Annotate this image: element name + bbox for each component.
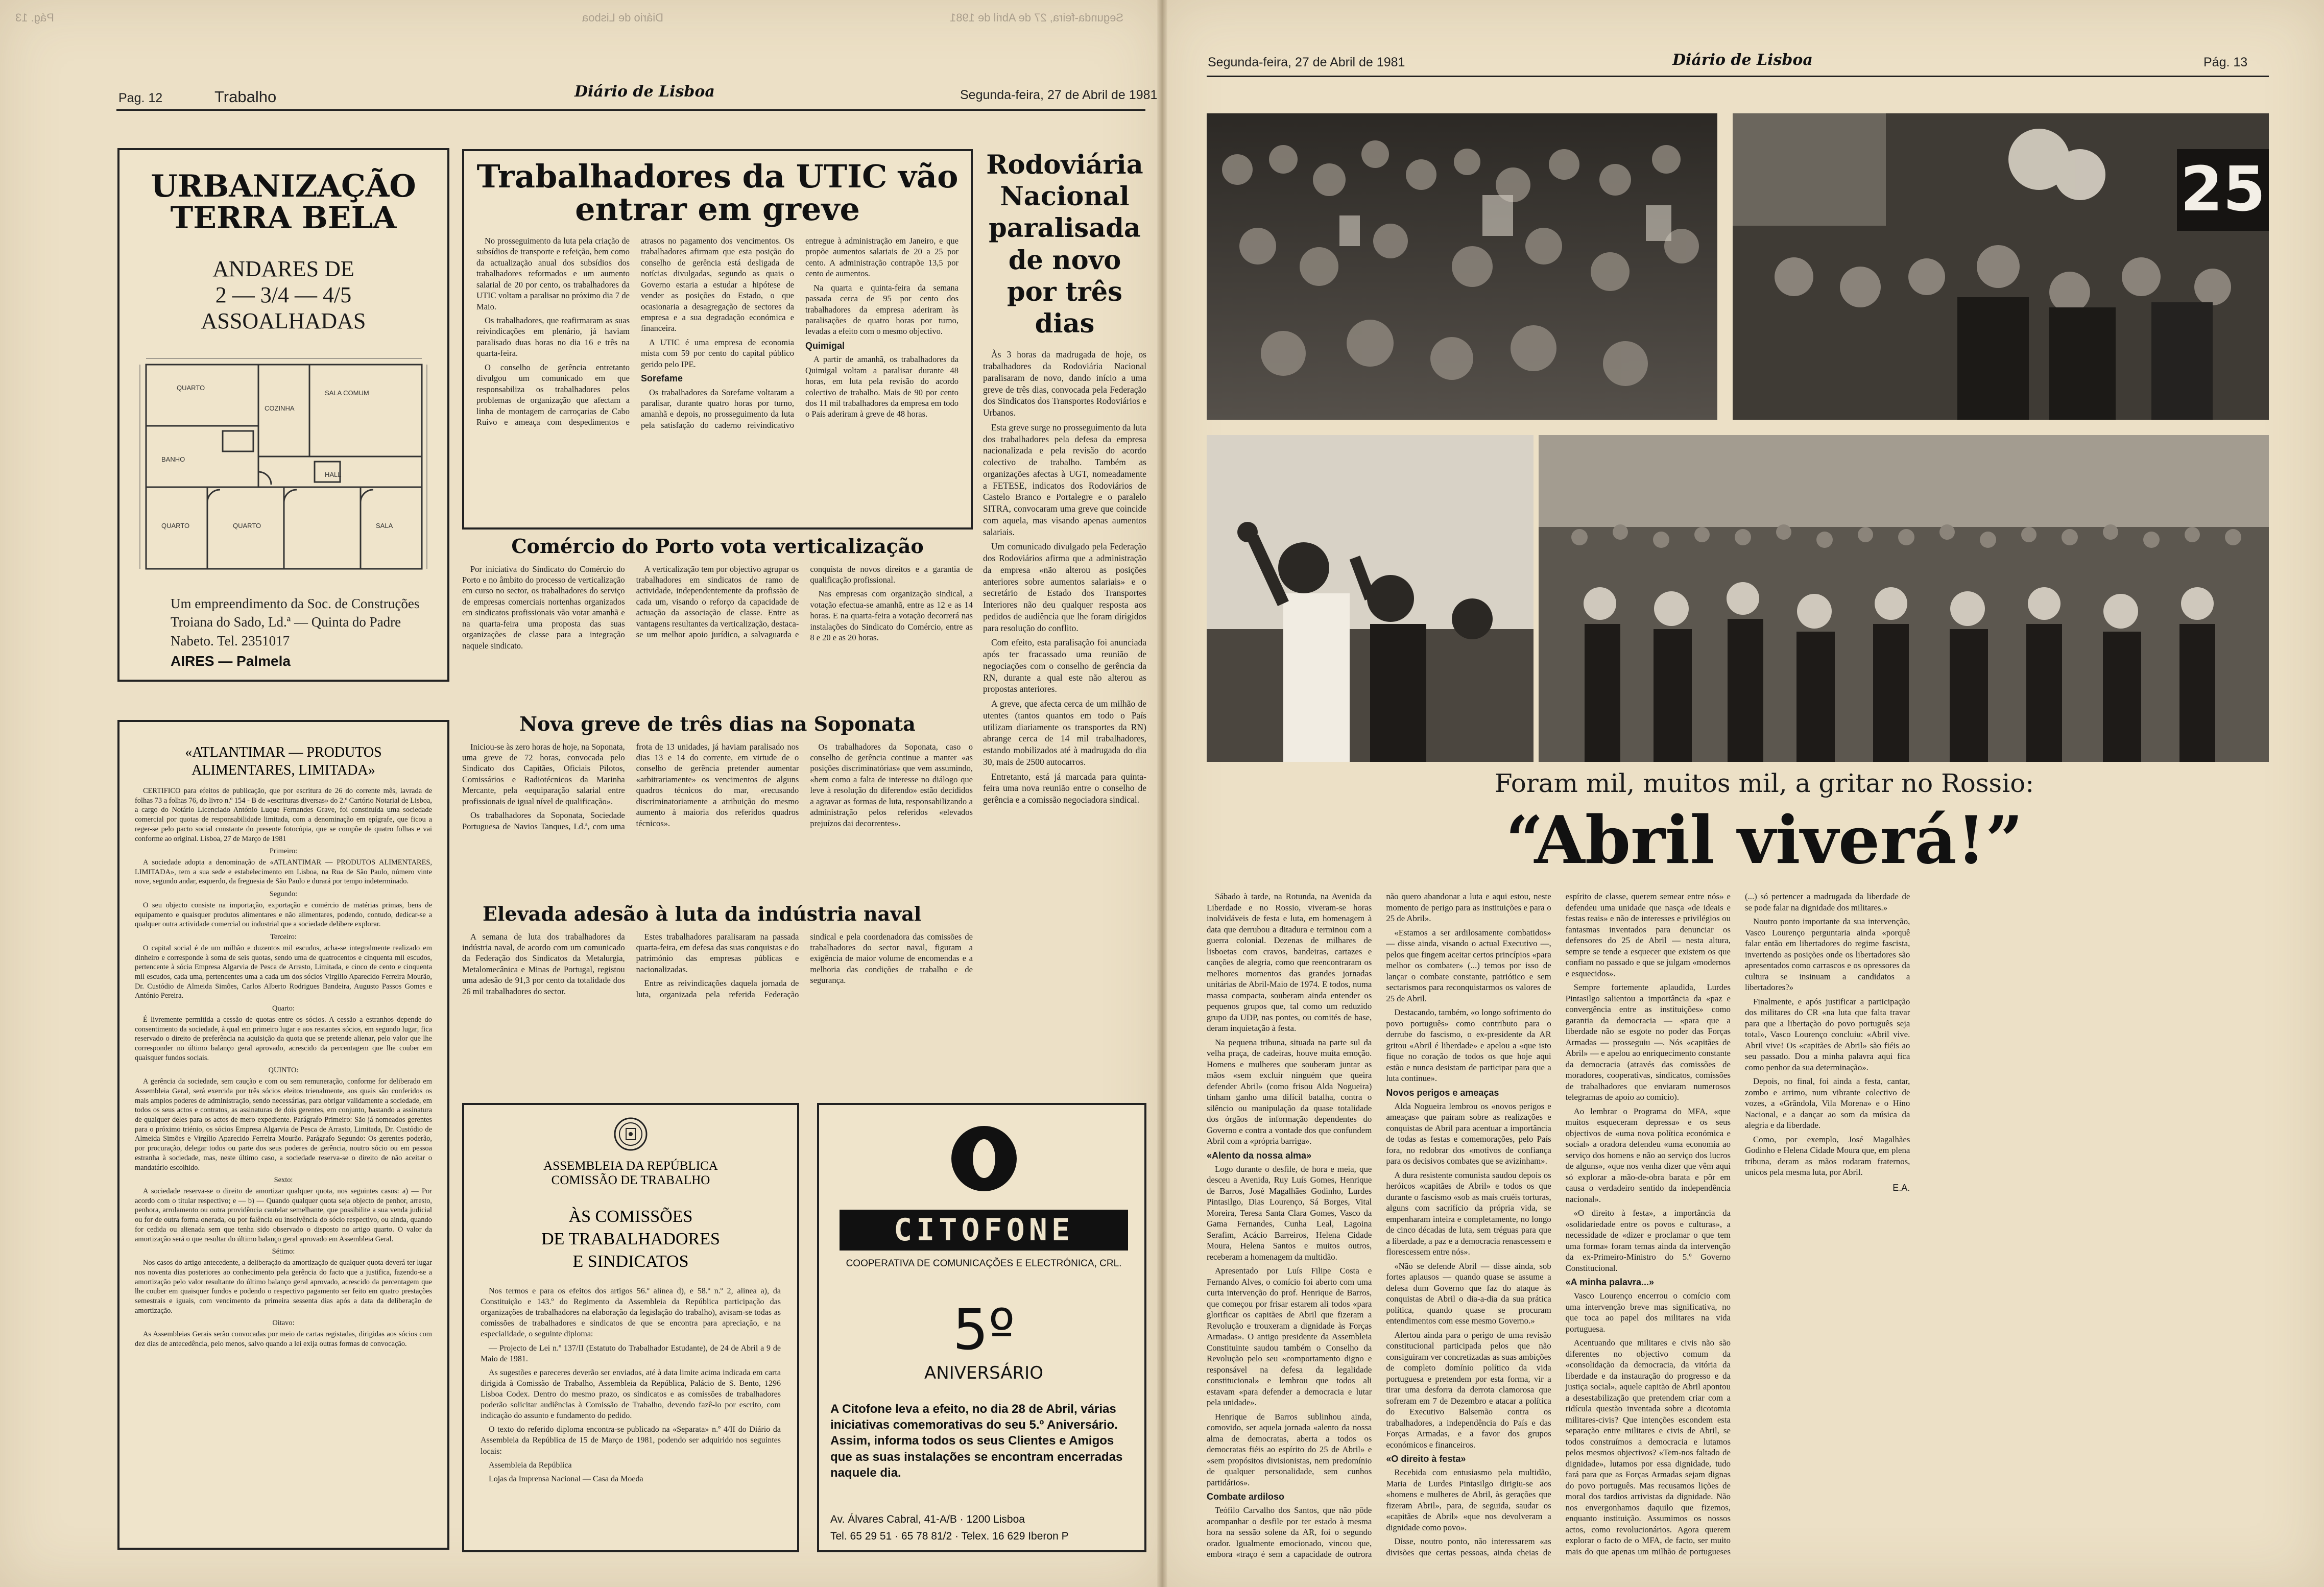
naval-article bbox=[462, 904, 973, 1088]
crowd-photo-2 bbox=[1733, 113, 2269, 420]
article-paragraph: «Não se defende Abril — disse ainda, sob fortes aplausos — quando quase se assume a defesa dum Governo que faz do ataque às conquistas de Abril o dia-a-dia da sua prática política, quando quase se procuram entendimentos com esse mesmo Governo.» bbox=[1386, 1261, 1551, 1326]
subhead-palavra: «A minha palavra...» bbox=[1565, 1277, 1655, 1287]
subhead-alento: «Alento da nossa alma» bbox=[1207, 1150, 1312, 1161]
citofone-ad bbox=[817, 1103, 1146, 1552]
atlantimar-title: «ATLANTIMAR — PRODUTOS ALIMENTARES, LIMITADA» bbox=[185, 744, 382, 778]
plan-label-8: SALA bbox=[376, 522, 393, 530]
utic-headline: Trabalhadores da UTIC vão entrar em greve bbox=[476, 158, 959, 228]
marchers-photo-1 bbox=[1207, 435, 1534, 762]
plan-label-7: QUARTO bbox=[233, 522, 261, 530]
comercio-paragraph: Por iniciativa do Sindicato do Comércio do Porto e no âmbito do processo de verticalização em curso no sector, os trabalhadores do serviço de empresas comerciais nortenhas organizados em sindicatos profissionais vão votar amanhã e na quarta-feira uma proposta das suas organizações de classe para a integração naquele sindicato. bbox=[462, 564, 625, 651]
article-paragraph: Apresentado por Luís Filipe Costa e Fernando Alves, o comício foi aberto com uma curta intervenção do prof. Henrique de Barros, que começou por frisar estarem ali todos «para glorificar os capitães de Abril que fizeram a Revolução e trouxeram a dignidade às Forças Armadas». O antigo presidente da Assembleia Constituinte saudou também o Conselho da Revolução pelo seu «comportamento digno e responsável na defesa da legalidade constitucional» e lembrou que todos ali estavam «para defender a democracia e lutar pela unidade». bbox=[1207, 1266, 1372, 1408]
article-paragraph: A dura resistente comunista saudou depois os heróicos «capitães de Abril» e todos os que durante o fascismo «sob as mais cruéis torturas, alguns com sacrifício da própria vida, se empenharam inteira e completamente, no longo de cinco décadas de luta, sem tréguas para que a liberdade, a paz e a democracia renascessem e florescessem entre nós». bbox=[1386, 1170, 1551, 1257]
citofone-logo-text: CITOFONE bbox=[840, 1210, 1128, 1251]
section-title: Trabalho bbox=[214, 88, 277, 106]
naval-paragraph: Estes trabalhadores paralisaram na passada quarta-feira, em defesa das suas conquistas e do património das empresas públicas e nacionalizadas. bbox=[636, 931, 799, 974]
masthead: Diário de Lisboa bbox=[574, 83, 715, 101]
utic-sub-quimigal: Quimigal bbox=[805, 340, 845, 351]
utic-paragraph: No prosseguimento da luta pela criação de subsídios de transporte e refeição, bem como da actualização anual dos subsídios dos trabalhadores reformados e um aumento salarial de 20 por cento, os trabalhadores da UTIC voltam a paralisar no próximo dia 7 de Maio. bbox=[476, 235, 630, 311]
assembleia-paragraph: As sugestões e pareceres deverão ser enviados, até à data limite acima indicada em carta dirigida à Comissão de Trabalho, Assembleia da República, Palácio de S. Bento, 1296 Lisboa Codex. Dentro do mesmo prazo, os sindicatos e as comissões de trabalhadores poderão solicitar audiências à Comissão de Trabalho, devendo fazê-lo por escrito, com indicação do assunto e fundamento do pedido. bbox=[481, 1368, 781, 1421]
urbanizacao-title-1: URBANIZAÇÃO bbox=[151, 169, 416, 204]
page-date: Segunda-feira, 27 de Abril de 1981 bbox=[960, 88, 1158, 102]
citofone-anniversary-word: ANIVERSÁRIO bbox=[924, 1363, 1043, 1383]
rodoviaria-paragraph: Entretanto, está já marcada para quinta-feira uma nova reunião entre o conselho de gerência e a comissão negociadora sindical. bbox=[983, 771, 1146, 805]
subhead-festa: «O direito à festa» bbox=[1386, 1454, 1466, 1464]
article-text: A sociedade reserva-se o direito de amortizar qualquer quota, nos seguintes casos: a) — Por acordo com o titular respectivo; e — b) — Quando qualquer quota seja objecto de penhor, arresto, penhora, arrolamento ou outra providência cautelar semelhante, que possibilite a sua venda judicial ou for de outra forma onerada, ou por falência ou insolvência do sócio respectivo, ou ainda, quando for cedida ou alienada sem que tenha sido observado o disposto no artigo quarto. O valor da amortização será o que resultar do último balanço geral aprovado em Assembleia Geral. bbox=[135, 1187, 432, 1243]
citofone-logo-icon bbox=[946, 1120, 1022, 1197]
assembleia-line-1: ASSEMBLEIA DA REPÚBLICA bbox=[543, 1159, 718, 1173]
plan-label-1: SALA COMUM bbox=[325, 389, 369, 397]
citofone-address: Av. Álvares Cabral, 41-A/B · 1200 Lisboa bbox=[830, 1513, 1025, 1525]
article-paragraph: Noutro ponto importante da sua intervenção, Vasco Lourenço perguntaria ainda «porquê falar então em libertadores do regime fascista, invertendo as posições onde os libertadores são apresentados como carrascos e os opressores da cultura se insinuam a candidatos a libertadores?» bbox=[1744, 917, 1910, 992]
article-paragraph: Ao lembrar o Programa do MFA, «que muitos esqueceram depressa» e os seus objectivos de «uma nova política económica e social» a oradora defendeu «uma economia ao serviço dos homens e não ao serviço dos lucros de alguns», «que nos venha dizer que vêm aqui só explorar a mão-de-obra barata e pôr em causa o verdadeiro sentido da independência nacional». bbox=[1565, 1106, 1731, 1204]
article-paragraph: Sempre fortemente aplaudida, Lurdes Pintasilgo salientou a importância da «paz e convergência entre as instituições» como garantia da democracia — «para que a liberdade não se esgote no poder das Forças Armadas — prosseguiu —. Nós «capitães de Abril» — e apelou ao enriquecimento constante da democracia (através das comissões de moradores, cooperativas, sindicatos, comissões de trabalhadores que enviaram numerosos telegramas de apoio ao comício). bbox=[1565, 982, 1731, 1102]
soponata-article bbox=[462, 714, 973, 898]
article-text: Nos casos do artigo antecedente, a deliberação da amortização de qualquer quota deverá ter lugar nos noventa dias posteriores ao conhecimento pela gerência do facto que a justifica, fazendo-se a amortização pelo valor resultante do último balanço geral aprovado, acrescido da percentagem que lhe couber em quaisquer fundos e podendo o respectivo pagamento ser feito em quatro prestações semestrais e iguais, com vencimento da primeira sessenta dias após a data da deliberação de amortização. bbox=[135, 1259, 432, 1315]
article-text: A gerência da sociedade, sem caução e com ou sem remuneração, conforme for deliberado em Assembleia Geral, será exercida por três sócios eleitos trienalmente, aos quais são conferidos os mais amplos poderes de administração, sendo necessárias, para obrigar validamente a sociedade, em todos os seus actos e contratos, as assinaturas de dois gerentes, em conjunto, bastando a assinatura de qualquer deles para os actos de mero expediente. Parágrafo Primeiro: São já nomeados gerentes para o próximo triénio, os sócios Empresa Algarvia de Pesca de Arrasto, Limitada, Dr. Custódio de Almeida Simões e Virgílio Aparecido Ferreira Mourão. Parágrafo Segundo: Os gerentes poderão, por procuração, delegar todos ou parte dos seus poderes de gerência, noutro sócio ou em pessoa estranha à sociedade, mas, neste último caso, a sociedade reserva-se o direito de não aceitar o mandatário escolhido. bbox=[135, 1077, 432, 1172]
right-page bbox=[1162, 0, 2324, 1587]
utic-paragraph: Os trabalhadores, que reafirmaram as suas reivindicações em plenário, já haviam paralisado duas horas no dia 16 e três na quarta-feira. bbox=[476, 316, 630, 358]
naval-headline: Elevada adesão à luta da indústria naval bbox=[483, 902, 922, 925]
plan-label-5: HALL bbox=[325, 471, 342, 478]
assembleia-paragraph: — Projecto de Lei n.º 137/II (Estatuto do Trabalhador Estudante), de 24 de Abril a 9 de Maio de 1981. bbox=[481, 1343, 781, 1363]
rodoviaria-article bbox=[983, 149, 1146, 1017]
urbanizacao-ad bbox=[117, 148, 449, 682]
article-body bbox=[1207, 891, 2269, 1565]
naval-paragraph: A semana de luta dos trabalhadores da indústria naval, de acordo com um comunicado da Federação dos Sindicatos da Metalurgia, Metalomecânica e Minas de Portugal, registou uma adesão de 91,3 por cento da totalidade dos 26 mil trabalhadores do sector. bbox=[462, 931, 625, 996]
header-rule bbox=[116, 109, 1145, 111]
article-heading: Sétimo: bbox=[272, 1247, 295, 1256]
comercio-paragraph: A verticalização tem por objectivo agrupar os trabalhadores em sindicatos de ramo de actividade, independentemente da profissão de cada um, visando o reforço da capacidade de actuação da associação de classe. Entre as vantagens resultantes da verticalização, destaca-se um melhor apoio jurídico, a salvaguarda e conquista de novos direitos e a garantia de qualificação profissional. bbox=[636, 564, 973, 640]
right-header-rule bbox=[1207, 76, 2269, 77]
urbanizacao-place: AIRES — Palmela bbox=[171, 653, 291, 669]
right-page-number: Pág. 13 bbox=[2203, 55, 2248, 69]
urbanizacao-sub-2: 2 — 3/4 — 4/5 bbox=[215, 282, 352, 307]
utic-paragraph: O conselho de gerência entretanto divulgou um comunicado em que responsabiliza os trabalhadores pelos problemas de organização que afectam a linha de montagem de carroçarias de Cabo Ruivo e ameaça com despedimentos e atrasos no pagamento dos vencimentos. Os trabalhadores afirmam que esta posição do conselho de gerência está desligada de notícias divulgadas, segundo as quais o Governo estaria a estudar a hipótese de vender as posições do Estado, o que ocasionaria a desagregação de sectores da empresa e a sua degradação económica e financeira. bbox=[476, 235, 794, 427]
plan-label-6: QUARTO bbox=[161, 522, 190, 530]
article-paragraph: Depois, no final, foi ainda a festa, cantar, zombo e arrimo, num vibrante colectivo de vozes, a «Grândola, Vila Morena» e o Hino Nacional, e a dançar ao som da música da alegria e da liberdade. bbox=[1744, 1076, 1910, 1130]
article-paragraph: Henrique de Barros sublinhou ainda, comovido, ser aquela jornada «alento da nossa alma de democratas, aberta a todos os democratas fiéis ao espírito do 25 de Abril» e «sem propósitos divisionistas, nem predomínio de qualquer personalidade, sem cunhos partidários». bbox=[1207, 1411, 1372, 1487]
rodoviaria-paragraph: Um comunicado divulgado pela Federação dos Rodoviários afirma que a administração da empresa «não alterou as posições anteriores sobre aumentos salariais» e o secretário de Estado dos Transportes Interiores não deu qualquer resposta aos pedidos de audiência que lhe foram dirigidos para resolução do conflito. bbox=[983, 541, 1146, 633]
urbanizacao-sub-1: ANDARES DE bbox=[212, 256, 354, 281]
utic-paragraph: Na quarta e quinta-feira da semana passada cerca de 95 por cento dos trabalhadores da empresa aderiram às paralisações de quatro horas por turno, levadas a efeito com o mesmo objectivo. bbox=[805, 282, 959, 336]
page-gutter bbox=[1157, 0, 1167, 1587]
soponata-paragraph: Os trabalhadores da Soponata, caso o conselho de gerência continue a manter «as posições discriminatórias» que vem assumindo, «bem como a falta de interesse no diálogo que leve à resolução do diferendo» estão decididos a agravar as formas de luta, responsabilizando a administração pelos referidos «elevados prejuízos dai decorrentes». bbox=[810, 741, 973, 828]
assembleia-paragraph: Nos termos e para os efeitos dos artigos 56.º alínea d), e 58.º n.º 2, alínea a), da Constituição e 143.º do Regimento da Assembleia da República participação das organizações de trabalhadores na elaboração da legislação do trabalho), avisam-se todas as comissões de trabalhadores e sindicatos de que se encontra para apreciação, e na especialidade, o seguinte diploma: bbox=[481, 1287, 781, 1339]
article-text: É livremente permitida a cessão de quotas entre os sócios. A cessão a estranhos depende do consentimento da sociedade, à qual em primeiro lugar e aos restantes sócios, em segundo lugar, fica reservado o direito de preferência na aquisição da quota que se pretende alienar, pelo valor que lhe corresponder no último balanço geral aprovado, acrescido da percentagem que lhe couber em quaisquer fundos sociais. bbox=[135, 1015, 432, 1062]
article-paragraph: Disse, noutro ponto, não interessarem «as divisões que certas pessoas, ainda cheias de espírito de classe, querem semear entre nós» e defendeu uma unidade que nasça «de ideais e festas reais» e não de interesses e privilégios ou fantasmas inventados para denunciar os defensores do 25 de Abril — nesta altura, sempre se tende a esquecer que existem os que confiam no passado e que se julgam «modernos e esquecidos». bbox=[1386, 892, 1731, 1557]
assembleia-line-2: COMISSÃO DE TRABALHO bbox=[551, 1173, 710, 1187]
article-heading: Primeiro: bbox=[269, 847, 298, 856]
assembleia-big-3: E SINDICATOS bbox=[572, 1252, 689, 1271]
soponata-paragraph: Iniciou-se às zero horas de hoje, na Soponata, uma greve de 72 horas, convocada pelo Sindicato dos Capitães, Oficiais Pilotos, Comissários e Radiotécnicos da Marinha Mercante, pela «equiparação salarial entre profissionais de igual nível de qualificação». bbox=[462, 741, 625, 806]
article-heading: Oitavo: bbox=[272, 1319, 295, 1328]
article-paragraph: Teófilo Carvalho dos Santos, que não pôde acompanhar o desfile por ter estado à mesma hora na sessão solene da AR, foi o segundo orador. Igualmente emocionado, vincou que, embora «traço é sem a capacidade de outrora não quero abandonar a luta e aqui estou, neste momento de perigo para as instituições e para o 25 de Abril». bbox=[1207, 892, 1551, 1559]
right-masthead: Diário de Lisboa bbox=[1672, 51, 1813, 69]
article-text: A sociedade adopta a denominação de «ATLANTIMAR — PRODUTOS ALIMENTARES, LIMITADA», tem a sua sede e estabelecimento em Lisboa, na Rua de São Paulo, número vinte nove, segundo andar, esquerdo, da freguesia de São Paulo e durará por tempo indeterminado. bbox=[135, 858, 432, 886]
article-paragraph: Finalmente, e após justificar a participação dos militares do CR «na luta que falta travar para que a libertação do povo português seja total», Vasco Lourenço concluiu: «Abril vive. Abril vive! Os «capitães de Abril» são fiéis ao seu passado. Dou a minha palavra aqui fica como penhor da sua determinação». bbox=[1744, 996, 1910, 1072]
article-signature: E.A. bbox=[1892, 1182, 1910, 1193]
article-text: O seu objecto consiste na importação, exportação e comércio de matérias primas, bens de equipamento e quaisquer produtos alimentares e não alimentares, podendo, contudo, dedicar-se a qualquer outra actividade comercial ou industrial que a sociedade delibere explorar. bbox=[135, 901, 432, 929]
comercio-headline: Comércio do Porto vota verticalização bbox=[511, 535, 924, 558]
marchers-photo-2 bbox=[1539, 435, 2269, 762]
ghost-masthead: Diário de Lisboa bbox=[582, 11, 663, 24]
citofone-phone: Tel. 65 29 51 · 65 78 81/2 · Telex. 16 629 Iberon P bbox=[830, 1530, 1069, 1542]
article-headline: “Abril viverá!” bbox=[1505, 802, 2023, 879]
ghost-date: Segunda-feira, 27 de Abril de 1981 bbox=[950, 11, 1124, 24]
assembleia-big-1: ÀS COMISSÕES bbox=[568, 1207, 693, 1226]
utic-paragraph: Os trabalhadores da Sorefame voltaram a paralisar, durante quatro horas por turno, amanhã e depois, no prosseguimento da luta pela satisfação do caderno reivindicativo entregue à administração em Janeiro, e que propõe aumentos salariais de 20 a 25 por cento. A administração contrapõe 13,5 por cento de aumentos. bbox=[641, 235, 959, 430]
article-heading: Segundo: bbox=[269, 890, 298, 899]
rodoviaria-paragraph: A greve, que afecta cerca de um milhão de utentes (tantos quantos em todo o País utilizam diariamente os transportes da RN) abrange cerca de 14 mil trabalhadores, estando mobilizados até à madrugada do dia 30, mais de 2500 autocarros. bbox=[983, 699, 1146, 767]
citofone-tagline: COOPERATIVA DE COMUNICAÇÕES E ELECTRÓNICA, CRL. bbox=[846, 1258, 1122, 1269]
citofone-anniversary-num: 5º bbox=[952, 1297, 1015, 1362]
article-paragraph: Recebida com entusiasmo pela multidão, Maria de Lurdes Pintasilgo dirigiu-se aos «homens e mulheres de Abril, às gerações que fizeram Abril», para, de seguida, saudar os «capitães de Abril» «que nos devolveram a dignidade como povo». bbox=[1386, 1468, 1551, 1532]
subhead-combate: Combate ardiloso bbox=[1207, 1492, 1285, 1502]
subhead-perigos: Novos perigos e ameaças bbox=[1386, 1087, 1499, 1098]
article-paragraph: Alertou ainda para o perigo de uma revisão constitucional participada pelos que não consiguiram ver concretizadas as suas ambições de completo domínio político da vida portuguesa e pretendem por esta forma, vir a tirar uma desforra da derrota clamorosa que sofreram em 7 de Dezembro e atacar a política do Executivo Balsemão contra os trabalhadores, a independência do País e das Forças Armadas, e a favor dos grupos económicos e financeiros. bbox=[1386, 1330, 1551, 1450]
urbanizacao-footer: Um empreendimento da Soc. de Construções Troiana do Sado, Ld.ª — Quinta do Padre Nabeto. Tel. 2351017 bbox=[171, 596, 420, 648]
assembleia-paragraph: O texto do referido diploma encontra-se publicado na «Separata» n.º 4/II do Diário da Assembleia da República de 15 de Março de 1981, podendo ser adquirido nos seguintes locais: bbox=[481, 1425, 781, 1456]
soponata-headline: Nova greve de três dias na Soponata bbox=[519, 712, 916, 735]
article-heading: Sexto: bbox=[274, 1176, 293, 1185]
citofone-body: A Citofone leva a efeito, no dia 28 de Abril, várias iniciativas comemorativas do seu 5.º Aniversário. Assim, informa todos os seus Clientes e Amigos que as suas instalações se encontram encerradas naquele dia. bbox=[830, 1402, 1123, 1480]
article-paragraph: «Estamos a ser ardilosamente combatidos» — disse ainda, visando o actual Executivo —, pelos que fingem aceitar certos princípios «para melhor os combater» (...) temos por isso de lançar o combate constante, patriótico e sem sectarismos para reconquistarmos os valores de 25 de Abril. bbox=[1386, 927, 1551, 1003]
atlantimar-intro: CERTIFICO para efeitos de publicação, que por escritura de 26 do corrente mês, lavrada de folhas 73 a folhas 76, do livro n.º 154 - B de «escrituras diversas» do 2.º Cartório Notarial de Lisboa, a cargo do Notário Licenciado António Luque Fernandes Grave, foi constituída uma sociedade comercial por quotas de responsabilidade limitada, com a denominação em epígrafe, que ficou a reger-se pelo pacto social constante do presente fotocópia, que se compõe de quatro folhas e vai conforme ao original. Lisboa, 27 de Março de 1981 bbox=[135, 787, 432, 843]
article-kicker: Foram mil, muitos mil, a gritar no Rossio: bbox=[1494, 768, 2034, 798]
article-heading: Terceiro: bbox=[270, 933, 297, 942]
article-heading: QUINTO: bbox=[268, 1066, 299, 1075]
photo-sign-25: 25 bbox=[2177, 149, 2269, 231]
page-number: Pag. 12 bbox=[118, 91, 163, 105]
rodoviaria-paragraph: Às 3 horas da madrugada de hoje, os trabalhadores da Rodoviária Nacional paralisaram de novo, dando início a uma greve de três dias, convocada pela Federação dos Sindicatos dos Transportes Rodoviários e Urbanos. bbox=[983, 349, 1146, 418]
article-text: O capital social é de um milhão e duzentos mil escudos, acha-se integralmente realizado em dinheiro e corresponde à soma de seis quotas, sendo uma de quatrocentos e cinquenta mil escudos, pertencente à sócia Empresa Algarvia de Pesca de Arrasto, Limitada, e cinco de cento e cinquenta mil escudos, cada uma, pertencentes uma a cada um dos sócios Virgílio Aparecido Ferreira Mourão, Dr. Custódio de Almeida Simões, Carlos Alberto Rodrigues Bandeira, Augusto Passos Gomes e António Pereira. bbox=[135, 944, 432, 1000]
assembleia-paragraph: Assembleia da República bbox=[489, 1460, 572, 1470]
article-paragraph: Destacando, também, «o longo sofrimento do povo português» como contributo para o derrube do fascismo, o ex-presidente da AR gritou «Abril é liberdade» e apelou a «que isto fique no coração de todos os que hoje aqui estão e nunca desistam de participar para que a luta continue». bbox=[1386, 1007, 1551, 1083]
assembleia-paragraph: Lojas da Imprensa Nacional — Casa da Moeda bbox=[489, 1474, 643, 1483]
naval-paragraph: Entre as reivindicações daquela jornada de luta, organizada pela referida Federação sindical e pela coordenadora das comissões de trabalhadores do sector naval, figuram a exigência de maior volume de encomendas e a melhoria das condições de trabalho e de segurança. bbox=[636, 931, 973, 999]
comercio-article bbox=[462, 536, 973, 710]
plan-label-2: COZINHA bbox=[265, 404, 295, 412]
article-heading: Quarto: bbox=[272, 1004, 295, 1013]
article-paragraph: Vasco Lourenço encerrou o comício com uma intervenção breve mas significativa, no que toca ao papel dos militares na vida portuguesa. bbox=[1565, 1291, 1731, 1334]
rodoviaria-paragraph: Com efeito, esta paralisação foi anunciada após ter fracassado uma reunião de negociações com o conselho de gerência da RN, durante a qual este não alterou as propostas anteriores. bbox=[983, 637, 1146, 694]
plan-label-3: QUARTO bbox=[177, 384, 205, 392]
utic-paragraph: A partir de amanhã, os trabalhadores da Quimigal voltam a paralisar durante 48 horas, em luta pela revisão do acordo colectivo de trabalho. Mais de 90 por cento dos 11 mil trabalhadores da empresa em todo o País aderiram à greve de 48 horas. bbox=[805, 354, 959, 419]
utic-paragraph: A UTIC é uma empresa de economia mista com 59 por cento do capital público gerido pelo IPE. bbox=[641, 337, 794, 369]
utic-article bbox=[462, 149, 973, 530]
article-paragraph: Logo durante o desfile, de hora e meia, que desceu a Avenida, Ruy Luís Gomes, Henrique de Barros, José Magalhães Godinho, Lurdes Pintasilgo, Dias Lourenço, Sá Borges, Vital Moreira, Teresa Santa Clara Gomes, Vasco da Gama Fernandes, Cunha Leal, Lagoina Serafim, Acácio Barreiros, Helena Cidade Moura, Helena Santos e muitos outros, receberam a homenagem da multidão. bbox=[1207, 1164, 1372, 1262]
utic-sub-sorefame: Sorefame bbox=[641, 373, 683, 384]
comercio-paragraph: Nas empresas com organização sindical, a votação efectua-se amanhã, entre as 12 e as 14 horas. E na quarta-feira a votação decorrerá nas instalações do Sindicato do Comércio, entre as 8 e 20 e as 20 horas. bbox=[810, 589, 973, 643]
right-page-date: Segunda-feira, 27 de Abril de 1981 bbox=[1208, 55, 1405, 69]
rodoviaria-headline: Rodoviária Nacional paralisada de novo por três dias bbox=[986, 150, 1143, 340]
article-paragraph: Como, por exemplo, José Magalhães Godinho e Helena Cidade Moura que, em plena tribuna, deram as mãos rodaram fraternos, unicos pela mesma luta, por Abril. bbox=[1744, 1134, 1910, 1177]
floor-plan-illustration bbox=[131, 354, 437, 579]
article-text: As Assembleias Gerais serão convocadas por meio de cartas registadas, dirigidas aos sócios com dez dias de antecedência, pelo menos, salvo quando a lei exija outras formas de convocação. bbox=[135, 1330, 432, 1348]
rodoviaria-paragraph: Esta greve surge no prosseguimento da luta dos trabalhadores pela defesa da empresa nacionalizada e pela revisão do acordo colectivo de trabalho. Também as organizações afectas à UGT, nomeadamente a FETESE, indicatos dos Rodoviários de Castelo Branco e Portalegre e o paralelo SITRA, convocaram uma greve que coincide com aquela, mas visando apenas aumentos salariais. bbox=[983, 422, 1146, 537]
assembleia-big-2: DE TRABALHADORES bbox=[541, 1230, 720, 1248]
article-paragraph: Na pequena tribuna, situada na parte sul da velha praça, de cadeiras, houve muita emoção. Homens e mulheres que souberam juntar as mãos «sem excluir ninguém que queira defender Abril» (como frisou Alda Nogueira) tinham ganho uma difícil batalha, contra o silêncio ou manipulação da quase totalidade dos órgãos de informação dependentes do Governo e contra a vontade dos que confundem Abril com a «própria barriga». bbox=[1207, 1037, 1372, 1146]
soponata-paragraph: Os trabalhadores da Soponata, Sociedade Portuguesa de Navios Tanques, Ld.ª, com uma frota de 13 unidades, já haviam paralisado nos dias 13 e 14 do corrente, em virtude de o conselho de gerência pretender aumentar «arbitrariamente» os vencimentos de alguns quadros técnicos do mar, «recusando discriminatoriamente a atribuição do mesmo aumento à maioria dos referidos quadros técnicos». bbox=[462, 741, 799, 831]
plan-label-4: BANHO bbox=[161, 455, 185, 463]
atlantimar-notice bbox=[117, 720, 449, 1550]
crowd-photo-1 bbox=[1207, 113, 1717, 420]
article-paragraph: Sábado à tarde, na Rotunda, na Avenida da Liberdade e no Rossio, viveram-se horas inolvidáveis de festa e luta, em homenagem à data que derrubou a ditadura e terminou com a guerra colonial. Dezenas de milhares de lisboetas com cravos, bandeiras, cartazes e canções de alegria, como que reencontraram os melhores momentos das grandes jornadas unitárias de Abril-Maio de 1974. E todos, numa massa compacta, souberam ainda entender os pequenos grupos que, tal como um reduzido grupo da UDP, nas pontes, ou comités de base, deram inquietação à festa. bbox=[1207, 892, 1372, 1033]
ghost-page-number: Pág. 13 bbox=[15, 11, 54, 24]
article-paragraph: «O direito à festa», a importância da «solidariedade entre os povos e culturas», a necessidade de «dizer e proclamar o que tem uma forma» foram temas ainda da intervenção da ex-Primeiro-Ministro do 5.º Governo Constitucional. bbox=[1565, 1208, 1731, 1273]
coat-of-arms-icon bbox=[613, 1116, 649, 1152]
urbanizacao-sub-3: ASSOALHADAS bbox=[201, 308, 366, 333]
article-paragraph: Alda Nogueira lembrou os «novos perigos e ameaças» que pairam sobre as realizações e conquistas de Abril para acentuar a importância de todas as festas e comemorações, pelo País fora, no redobrar dos «motivos de confiança para os decisivos combates que se avizinham». bbox=[1386, 1101, 1551, 1166]
assembleia-notice bbox=[462, 1103, 799, 1552]
urbanizacao-title-2: TERRA BELA bbox=[170, 200, 397, 236]
article-paragraph: Acentuando que militares e civis não são diferentes no objectivo comum da «consolidação da democracia, da vitória da liberdade e da instauração do progresso e da justiça social», aquele capitão de Abril apontou a desestabilização que pretendem criar com a ridícula questão inventada sobre a dicotomia militares-civis? Que intenções escondem esta separação entre militares e civis de Abril, se todos construímos a democracia e lutamos pelos mesmos objectivos? «Tem-nos faltado de dignidade», lutamos por essa dignidade, tudo fará para que as Forças Armadas sejam dignas do povo português. Mas recusamos lições de moral dos tardios arrivistas da dignidade. Não nos envergonhamos daquilo que fizemos, enquanto instituição. Assumimos os nossos actos, como revolucionários. Agora querem explorar o facto de o MFA, de facto, ser muito mais do que apenas um milhão de portugueses (...) só pertencer a madrugada da liberdade de se pode falar na dignidade dos militares.» bbox=[1565, 892, 1910, 1556]
